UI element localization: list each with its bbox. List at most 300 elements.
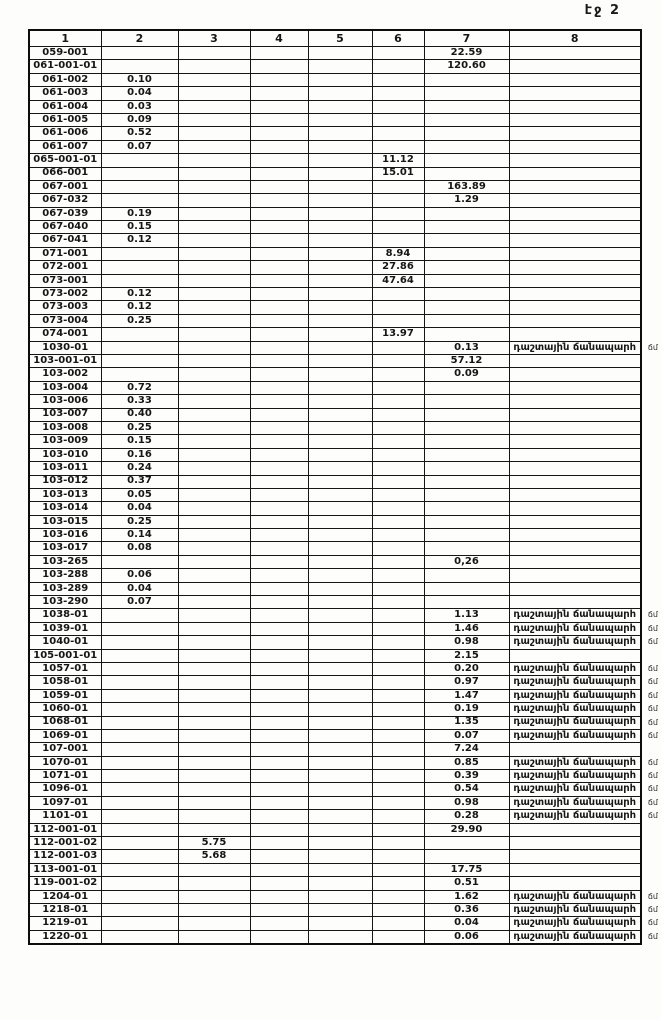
road-label: դաշտային ճանապարհ	[513, 716, 637, 728]
note-cell	[509, 877, 641, 890]
note-cell	[509, 689, 658, 702]
value-cell-c5	[308, 930, 372, 944]
value-cell-c3	[178, 113, 250, 126]
value-cell-c6	[372, 689, 424, 702]
margin-note: ճմ	[647, 771, 658, 781]
value-cell-c6	[372, 395, 424, 408]
value-cell-c7: 0.97	[424, 676, 509, 689]
note-cell	[509, 113, 641, 126]
value-cell-c6: 27.86	[372, 261, 424, 274]
value-cell-c6	[372, 180, 424, 193]
value-cell-c5	[308, 743, 372, 756]
value-cell-c5	[308, 555, 372, 568]
value-cell-c6: 47.64	[372, 274, 424, 287]
code-cell: 073-003	[29, 301, 101, 314]
column-header-1: 1	[29, 30, 101, 47]
code-cell: 1218-01	[29, 904, 101, 917]
code-cell: 103-012	[29, 475, 101, 488]
value-cell-c5	[308, 756, 372, 769]
value-cell-c3	[178, 796, 250, 809]
value-cell-c3	[178, 221, 250, 234]
value-cell-c5	[308, 408, 372, 421]
note-cell	[509, 381, 641, 394]
value-cell-c2: 0.05	[101, 488, 178, 501]
column-header-5: 5	[308, 30, 372, 47]
value-cell-c4	[250, 743, 308, 756]
value-cell-c3	[178, 716, 250, 729]
column-header-7: 7	[424, 30, 509, 47]
value-cell-c4	[250, 140, 308, 153]
code-cell: 103-009	[29, 435, 101, 448]
value-cell-c3	[178, 770, 250, 783]
margin-note: ճմ	[647, 342, 658, 352]
value-cell-c7	[424, 167, 509, 180]
value-cell-c4	[250, 609, 308, 622]
value-cell-c2: 0.12	[101, 288, 178, 301]
value-cell-c2	[101, 796, 178, 809]
code-cell: 107-001	[29, 743, 101, 756]
road-label: դաշտային ճանապարհ	[513, 930, 637, 942]
value-cell-c7: 0.39	[424, 770, 509, 783]
value-cell-c4	[250, 221, 308, 234]
value-cell-c5	[308, 515, 372, 528]
value-cell-c4	[250, 877, 308, 890]
value-cell-c3	[178, 73, 250, 86]
value-cell-c3	[178, 207, 250, 220]
code-cell: 073-001	[29, 274, 101, 287]
code-cell: 1058-01	[29, 676, 101, 689]
value-cell-c5	[308, 341, 372, 354]
value-cell-c7	[424, 314, 509, 327]
table-row	[29, 140, 641, 153]
value-cell-c5	[308, 221, 372, 234]
value-cell-c5	[308, 703, 372, 716]
code-cell: 105-001-01	[29, 649, 101, 662]
value-cell-c2	[101, 850, 178, 863]
road-label: դաշտային ճանապարհ	[513, 729, 637, 741]
code-cell: 103-006	[29, 395, 101, 408]
value-cell-c6	[372, 904, 424, 917]
value-cell-c5	[308, 488, 372, 501]
value-cell-c4	[250, 649, 308, 662]
value-cell-c6	[372, 288, 424, 301]
table-row	[29, 890, 641, 903]
value-cell-c2	[101, 729, 178, 742]
value-cell-c5	[308, 274, 372, 287]
value-cell-c6	[372, 770, 424, 783]
road-label: դաշտային ճանապարհ	[513, 662, 637, 674]
value-cell-c2	[101, 743, 178, 756]
value-cell-c6	[372, 462, 424, 475]
code-cell: 103-015	[29, 515, 101, 528]
value-cell-c2	[101, 770, 178, 783]
code-cell: 1068-01	[29, 716, 101, 729]
value-cell-c3	[178, 381, 250, 394]
value-cell-c4	[250, 314, 308, 327]
code-cell: 112-001-03	[29, 850, 101, 863]
value-cell-c6	[372, 113, 424, 126]
value-cell-c3	[178, 448, 250, 461]
margin-note: ճմ	[647, 690, 658, 700]
code-cell: 103-290	[29, 596, 101, 609]
table-row	[29, 703, 641, 716]
value-cell-c5	[308, 167, 372, 180]
margin-note: ճմ	[647, 891, 658, 901]
value-cell-c5	[308, 917, 372, 930]
value-cell-c4	[250, 274, 308, 287]
code-cell: 103-011	[29, 462, 101, 475]
value-cell-c4	[250, 676, 308, 689]
value-cell-c2	[101, 930, 178, 944]
value-cell-c3	[178, 100, 250, 113]
value-cell-c4	[250, 582, 308, 595]
table-row	[29, 529, 641, 542]
value-cell-c3	[178, 87, 250, 100]
note-cell	[509, 274, 641, 287]
value-cell-c2	[101, 823, 178, 836]
value-cell-c4	[250, 408, 308, 421]
value-cell-c6: 11.12	[372, 154, 424, 167]
value-cell-c3	[178, 542, 250, 555]
value-cell-c7: 1.46	[424, 622, 509, 635]
value-cell-c5	[308, 863, 372, 876]
code-cell: 061-005	[29, 113, 101, 126]
note-cell	[509, 756, 658, 769]
value-cell-c2	[101, 810, 178, 823]
note-cell	[509, 354, 641, 367]
table-row	[29, 729, 641, 742]
value-cell-c5	[308, 877, 372, 890]
value-cell-c2	[101, 154, 178, 167]
value-cell-c6	[372, 582, 424, 595]
table-row	[29, 488, 641, 501]
value-cell-c3	[178, 60, 250, 73]
margin-note: ճմ	[647, 931, 658, 941]
value-cell-c5	[308, 502, 372, 515]
value-cell-c4	[250, 395, 308, 408]
value-cell-c5	[308, 60, 372, 73]
code-cell: 073-004	[29, 314, 101, 327]
value-cell-c2	[101, 890, 178, 903]
value-cell-c5	[308, 890, 372, 903]
value-cell-c2	[101, 649, 178, 662]
value-cell-c2	[101, 904, 178, 917]
value-cell-c2	[101, 247, 178, 260]
value-cell-c7	[424, 301, 509, 314]
value-cell-c7: 0.51	[424, 877, 509, 890]
note-cell	[509, 622, 658, 635]
value-cell-c7	[424, 274, 509, 287]
note-cell	[509, 770, 658, 783]
value-cell-c6	[372, 890, 424, 903]
code-cell: 119-001-02	[29, 877, 101, 890]
value-cell-c2	[101, 917, 178, 930]
value-cell-c4	[250, 555, 308, 568]
code-cell: 061-002	[29, 73, 101, 86]
value-cell-c3	[178, 622, 250, 635]
value-cell-c4	[250, 783, 308, 796]
code-cell: 1057-01	[29, 662, 101, 675]
value-cell-c3	[178, 609, 250, 622]
value-cell-c4	[250, 73, 308, 86]
value-cell-c6: 13.97	[372, 328, 424, 341]
value-cell-c5	[308, 582, 372, 595]
code-cell: 113-001-01	[29, 863, 101, 876]
value-cell-c4	[250, 234, 308, 247]
table-row	[29, 515, 641, 528]
value-cell-c6	[372, 823, 424, 836]
value-cell-c4	[250, 100, 308, 113]
value-cell-c4	[250, 180, 308, 193]
value-cell-c7: 1.62	[424, 890, 509, 903]
value-cell-c7	[424, 542, 509, 555]
value-cell-c4	[250, 421, 308, 434]
code-cell: 1070-01	[29, 756, 101, 769]
value-cell-c3	[178, 904, 250, 917]
value-cell-c6	[372, 301, 424, 314]
value-cell-c6	[372, 502, 424, 515]
header-row	[29, 30, 641, 47]
note-cell	[509, 421, 641, 434]
value-cell-c5	[308, 140, 372, 153]
value-cell-c7: 0.98	[424, 636, 509, 649]
value-cell-c3	[178, 863, 250, 876]
value-cell-c2: 0.19	[101, 207, 178, 220]
value-cell-c3	[178, 288, 250, 301]
table-row	[29, 73, 641, 86]
code-cell: 061-004	[29, 100, 101, 113]
value-cell-c3	[178, 930, 250, 944]
value-cell-c5	[308, 676, 372, 689]
margin-note: ճմ	[647, 623, 658, 633]
value-cell-c2: 0.52	[101, 127, 178, 140]
value-cell-c3	[178, 435, 250, 448]
code-cell: 1220-01	[29, 930, 101, 944]
value-cell-c6	[372, 596, 424, 609]
note-cell	[509, 502, 641, 515]
value-cell-c5	[308, 729, 372, 742]
note-cell	[509, 341, 658, 354]
code-cell: 103-016	[29, 529, 101, 542]
value-cell-c7	[424, 837, 509, 850]
value-cell-c3	[178, 502, 250, 515]
value-cell-c6	[372, 542, 424, 555]
value-cell-c2	[101, 662, 178, 675]
note-cell	[509, 515, 641, 528]
value-cell-c5	[308, 796, 372, 809]
value-cell-c2: 0.16	[101, 448, 178, 461]
value-cell-c7	[424, 596, 509, 609]
value-cell-c5	[308, 261, 372, 274]
value-cell-c2	[101, 837, 178, 850]
code-cell: 103-002	[29, 368, 101, 381]
value-cell-c4	[250, 850, 308, 863]
value-cell-c2: 0.37	[101, 475, 178, 488]
note-cell	[509, 823, 641, 836]
table-row	[29, 435, 641, 448]
code-cell: 061-006	[29, 127, 101, 140]
value-cell-c2: 0.09	[101, 113, 178, 126]
code-cell: 067-040	[29, 221, 101, 234]
value-cell-c6	[372, 381, 424, 394]
table-row	[29, 649, 641, 662]
table-row	[29, 475, 641, 488]
value-cell-c4	[250, 341, 308, 354]
value-cell-c7	[424, 261, 509, 274]
value-cell-c7: 0.13	[424, 341, 509, 354]
value-cell-c2	[101, 676, 178, 689]
table-row	[29, 408, 641, 421]
code-cell: 067-039	[29, 207, 101, 220]
value-cell-c5	[308, 421, 372, 434]
value-cell-c5	[308, 529, 372, 542]
code-cell: 112-001-02	[29, 837, 101, 850]
value-cell-c2	[101, 689, 178, 702]
value-cell-c5	[308, 288, 372, 301]
value-cell-c5	[308, 301, 372, 314]
value-cell-c2	[101, 783, 178, 796]
value-cell-c6	[372, 221, 424, 234]
margin-note: ճմ	[647, 918, 658, 928]
value-cell-c7	[424, 221, 509, 234]
value-cell-c4	[250, 154, 308, 167]
table-row	[29, 341, 641, 354]
value-cell-c5	[308, 636, 372, 649]
road-label: դաշտային ճանապարհ	[513, 636, 637, 648]
table-row	[29, 301, 641, 314]
code-cell: 1040-01	[29, 636, 101, 649]
value-cell-c6	[372, 87, 424, 100]
value-cell-c2	[101, 877, 178, 890]
value-cell-c3	[178, 636, 250, 649]
table-row	[29, 261, 641, 274]
value-cell-c4	[250, 127, 308, 140]
table-row	[29, 462, 641, 475]
code-cell: 103-001-01	[29, 354, 101, 367]
code-cell: 061-007	[29, 140, 101, 153]
value-cell-c5	[308, 542, 372, 555]
value-cell-c6	[372, 917, 424, 930]
value-cell-c4	[250, 596, 308, 609]
value-cell-c2: 0.14	[101, 529, 178, 542]
value-cell-c2	[101, 354, 178, 367]
value-cell-c2: 0.07	[101, 596, 178, 609]
note-cell	[509, 328, 641, 341]
code-cell: 103-013	[29, 488, 101, 501]
table-row	[29, 354, 641, 367]
value-cell-c7: 1.29	[424, 194, 509, 207]
value-cell-c7: 0.28	[424, 810, 509, 823]
value-cell-c5	[308, 448, 372, 461]
note-cell	[509, 488, 641, 501]
value-cell-c2: 0.06	[101, 569, 178, 582]
column-header-3: 3	[178, 30, 250, 47]
value-cell-c4	[250, 207, 308, 220]
value-cell-c7	[424, 234, 509, 247]
table-row	[29, 247, 641, 260]
value-cell-c7	[424, 247, 509, 260]
table-row	[29, 100, 641, 113]
value-cell-c7	[424, 328, 509, 341]
value-cell-c7	[424, 154, 509, 167]
table-row	[29, 596, 641, 609]
value-cell-c2: 0.04	[101, 502, 178, 515]
value-cell-c3	[178, 689, 250, 702]
value-cell-c6	[372, 529, 424, 542]
value-cell-c3	[178, 180, 250, 193]
value-cell-c7: 0.20	[424, 662, 509, 675]
value-cell-c6	[372, 475, 424, 488]
value-cell-c4	[250, 194, 308, 207]
value-cell-c2	[101, 328, 178, 341]
value-cell-c6	[372, 796, 424, 809]
value-cell-c7	[424, 529, 509, 542]
value-cell-c4	[250, 542, 308, 555]
value-cell-c4	[250, 435, 308, 448]
table-row	[29, 863, 641, 876]
table-row	[29, 783, 641, 796]
value-cell-c5	[308, 904, 372, 917]
value-cell-c3	[178, 555, 250, 568]
value-cell-c6	[372, 488, 424, 501]
value-cell-c7: 17.75	[424, 863, 509, 876]
value-cell-c7	[424, 448, 509, 461]
road-label: դաշտային ճանապարհ	[513, 703, 637, 715]
table-row	[29, 60, 641, 73]
note-cell	[509, 596, 641, 609]
value-cell-c2: 0.72	[101, 381, 178, 394]
road-label: դաշտային ճանապարհ	[513, 890, 637, 902]
value-cell-c2	[101, 180, 178, 193]
value-cell-c7: 1.35	[424, 716, 509, 729]
value-cell-c6	[372, 863, 424, 876]
value-cell-c6	[372, 729, 424, 742]
value-cell-c2	[101, 368, 178, 381]
value-cell-c5	[308, 823, 372, 836]
value-cell-c3: 5.68	[178, 850, 250, 863]
table-row	[29, 837, 641, 850]
value-cell-c2: 0.40	[101, 408, 178, 421]
table-row	[29, 582, 641, 595]
table-row	[29, 368, 641, 381]
value-cell-c2	[101, 194, 178, 207]
value-cell-c6	[372, 140, 424, 153]
code-cell: 067-041	[29, 234, 101, 247]
value-cell-c3	[178, 368, 250, 381]
value-cell-c5	[308, 850, 372, 863]
value-cell-c4	[250, 247, 308, 260]
table-row	[29, 662, 641, 675]
road-label: դաշտային ճանապարհ	[513, 783, 637, 795]
note-cell	[509, 395, 641, 408]
note-cell	[509, 221, 641, 234]
code-cell: 1030-01	[29, 341, 101, 354]
code-cell: 072-001	[29, 261, 101, 274]
code-cell: 103-014	[29, 502, 101, 515]
value-cell-c6	[372, 435, 424, 448]
value-cell-c5	[308, 180, 372, 193]
value-cell-c3	[178, 729, 250, 742]
value-cell-c6: 15.01	[372, 167, 424, 180]
value-cell-c2	[101, 274, 178, 287]
note-cell	[509, 796, 658, 809]
note-cell	[509, 542, 641, 555]
value-cell-c3	[178, 743, 250, 756]
note-cell	[509, 716, 658, 729]
code-cell: 074-001	[29, 328, 101, 341]
code-cell: 103-288	[29, 569, 101, 582]
margin-note: ճմ	[647, 797, 658, 807]
